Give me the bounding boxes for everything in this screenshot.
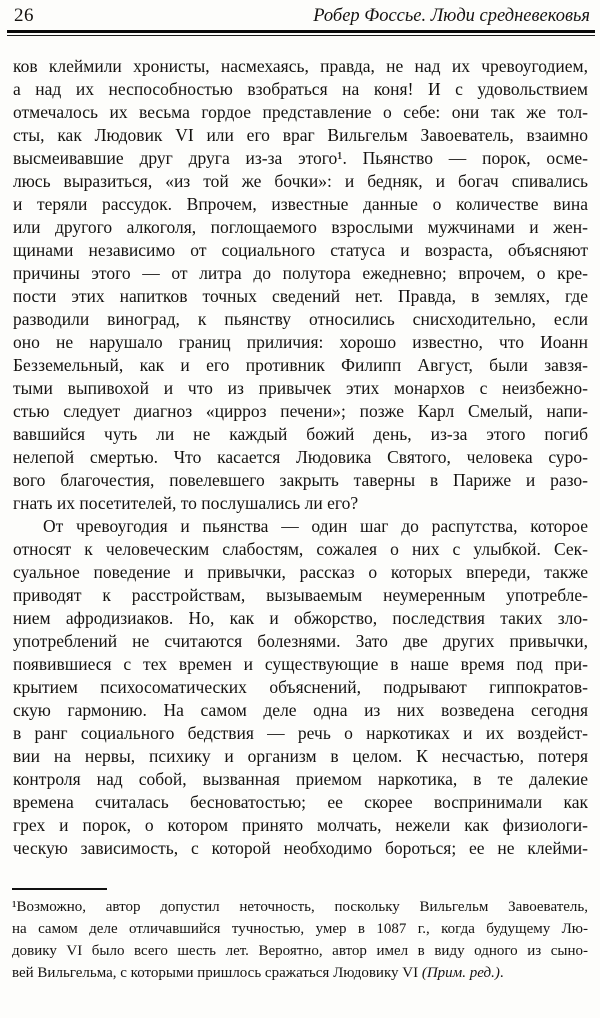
text-line: стью следует диагноз «цирроз печени»; позже Карл Смелый, напи-	[13, 401, 588, 421]
header-rule-thin	[7, 35, 595, 36]
text-line: От чревоугодия и пьянства — один шаг до распутства, которое	[43, 516, 588, 536]
editor-note: (Прим. ред.)	[421, 965, 500, 981]
text-line: вии на нервы, психику и организм в целом. К несчастью, потеря	[13, 746, 588, 766]
text-line: контроля над собой, вызванная приемом наркотика, в те далекие	[13, 769, 588, 789]
footnote-line: на самом деле отличавшийся тучностью, умер в 1087 г., когда будущему Лю-	[12, 921, 588, 937]
text-line: ков клеймили хронисты, насмехаясь, правда, не над их чревоугодием,	[13, 56, 588, 76]
text-line: суальное поведение и привычки, рассказ о которых впереди, также	[13, 562, 588, 582]
text-line: щинами независимо от социального статуса и возраста, объясняют	[13, 240, 588, 260]
text-line: причины этого — от литра до полутора ежедневно; впрочем, о кре-	[13, 263, 588, 283]
header-rule-thick	[7, 30, 595, 33]
footnote-line: вей Вильгельма, с которыми пришлось сражаться Людовику VI (Прим. ред.).	[12, 965, 504, 981]
page-number: 26	[14, 5, 34, 26]
text-line: и теряли рассудок. Впрочем, известные данные о количестве вина	[13, 194, 588, 214]
header-rule	[7, 30, 595, 36]
text-line: ческую зависимость, с которой необходимо бороться; ее не клейми-	[13, 838, 588, 858]
footnote-text	[12, 896, 588, 984]
page-header	[14, 5, 590, 27]
text-line: нием афродизиаков. Но, как и обжорство, последствия таких зло-	[13, 608, 588, 628]
text-line: Безземельный, как и его противник Филипп Август, были завзя-	[13, 355, 588, 375]
text-line: разводили виноград, к пьянству относились снисходительно, если	[13, 309, 588, 329]
text-line: вого благочестия, повелевшего закрыть таверны в Париже и разо-	[13, 470, 588, 490]
footnote-line: довику VI было всего шесть лет. Вероятно, автор имел в виду одного из сыно-	[12, 943, 588, 959]
text-line: отмечалось их весьма гордое представление о себе: они так же тол-	[13, 102, 588, 122]
text-line: гнать их посетителей, то послушались ли его?	[13, 493, 359, 513]
running-title: Робер Фоссье. Люди средневековья	[313, 6, 590, 26]
text-line: высмеивавшие друг друга из-за этого¹. Пьянство — порок, осме-	[13, 148, 588, 168]
body-text	[13, 55, 588, 860]
text-line: в ранг социального бедствия — речь о наркотиках и их воздейст-	[13, 723, 588, 743]
text-line: тыми выпивохой и что из привычек этих монархов с неизбежно-	[13, 378, 588, 398]
text-line: нелепой смертью. Что касается Людовика Святого, человека суро-	[13, 447, 588, 467]
text-line: грех и порок, о котором принято молчать, нежели как физиологи-	[13, 815, 588, 835]
text-line: приводят к расстройствам, вызываемым неумеренным употребле-	[13, 585, 588, 605]
text-line: а над их неспособностью взобраться на коня! И с удовольствием	[13, 79, 588, 99]
footnote-separator	[12, 888, 107, 890]
text-line: времена считалась бесноватостью; ее скорее воспринимали как	[13, 792, 588, 812]
text-line: оно не нарушало границ приличия: хорошо известно, что Иоанн	[13, 332, 588, 352]
text-line: относят к человеческим слабостям, сожалея о них с улыбкой. Сек-	[13, 539, 588, 559]
text-line: люсь выразиться, «из той же бочки»: и бедняк, и богач спивались	[13, 171, 588, 191]
text-line: крытием психосоматических объяснений, подрывают гиппократов-	[13, 677, 588, 697]
text-line: сты, как Людовик VI или его враг Вильгельм Завоеватель, взаимно	[13, 125, 588, 145]
text-line: скую гармонию. На самом деле одна из них возведена сегодня	[13, 700, 588, 720]
text-line: пости этих напитков точных сведений нет. Правда, в землях, где	[13, 286, 588, 306]
text-line: вавшийся чуть ли не каждый божий день, из-за этого погиб	[13, 424, 588, 444]
text-line: или другого алкоголя, поглощаемого взрослыми мужчинами и жен-	[13, 217, 588, 237]
footnote	[12, 888, 588, 984]
footnote-line: ¹Возможно, автор допустил неточность, поскольку Вильгельм Завоеватель,	[12, 899, 588, 915]
text-line: появившиеся с тех времен и существующие в наше время под при-	[13, 654, 588, 674]
text-line: употреблений не считаются болезнями. Зато две других привычки,	[13, 631, 588, 651]
